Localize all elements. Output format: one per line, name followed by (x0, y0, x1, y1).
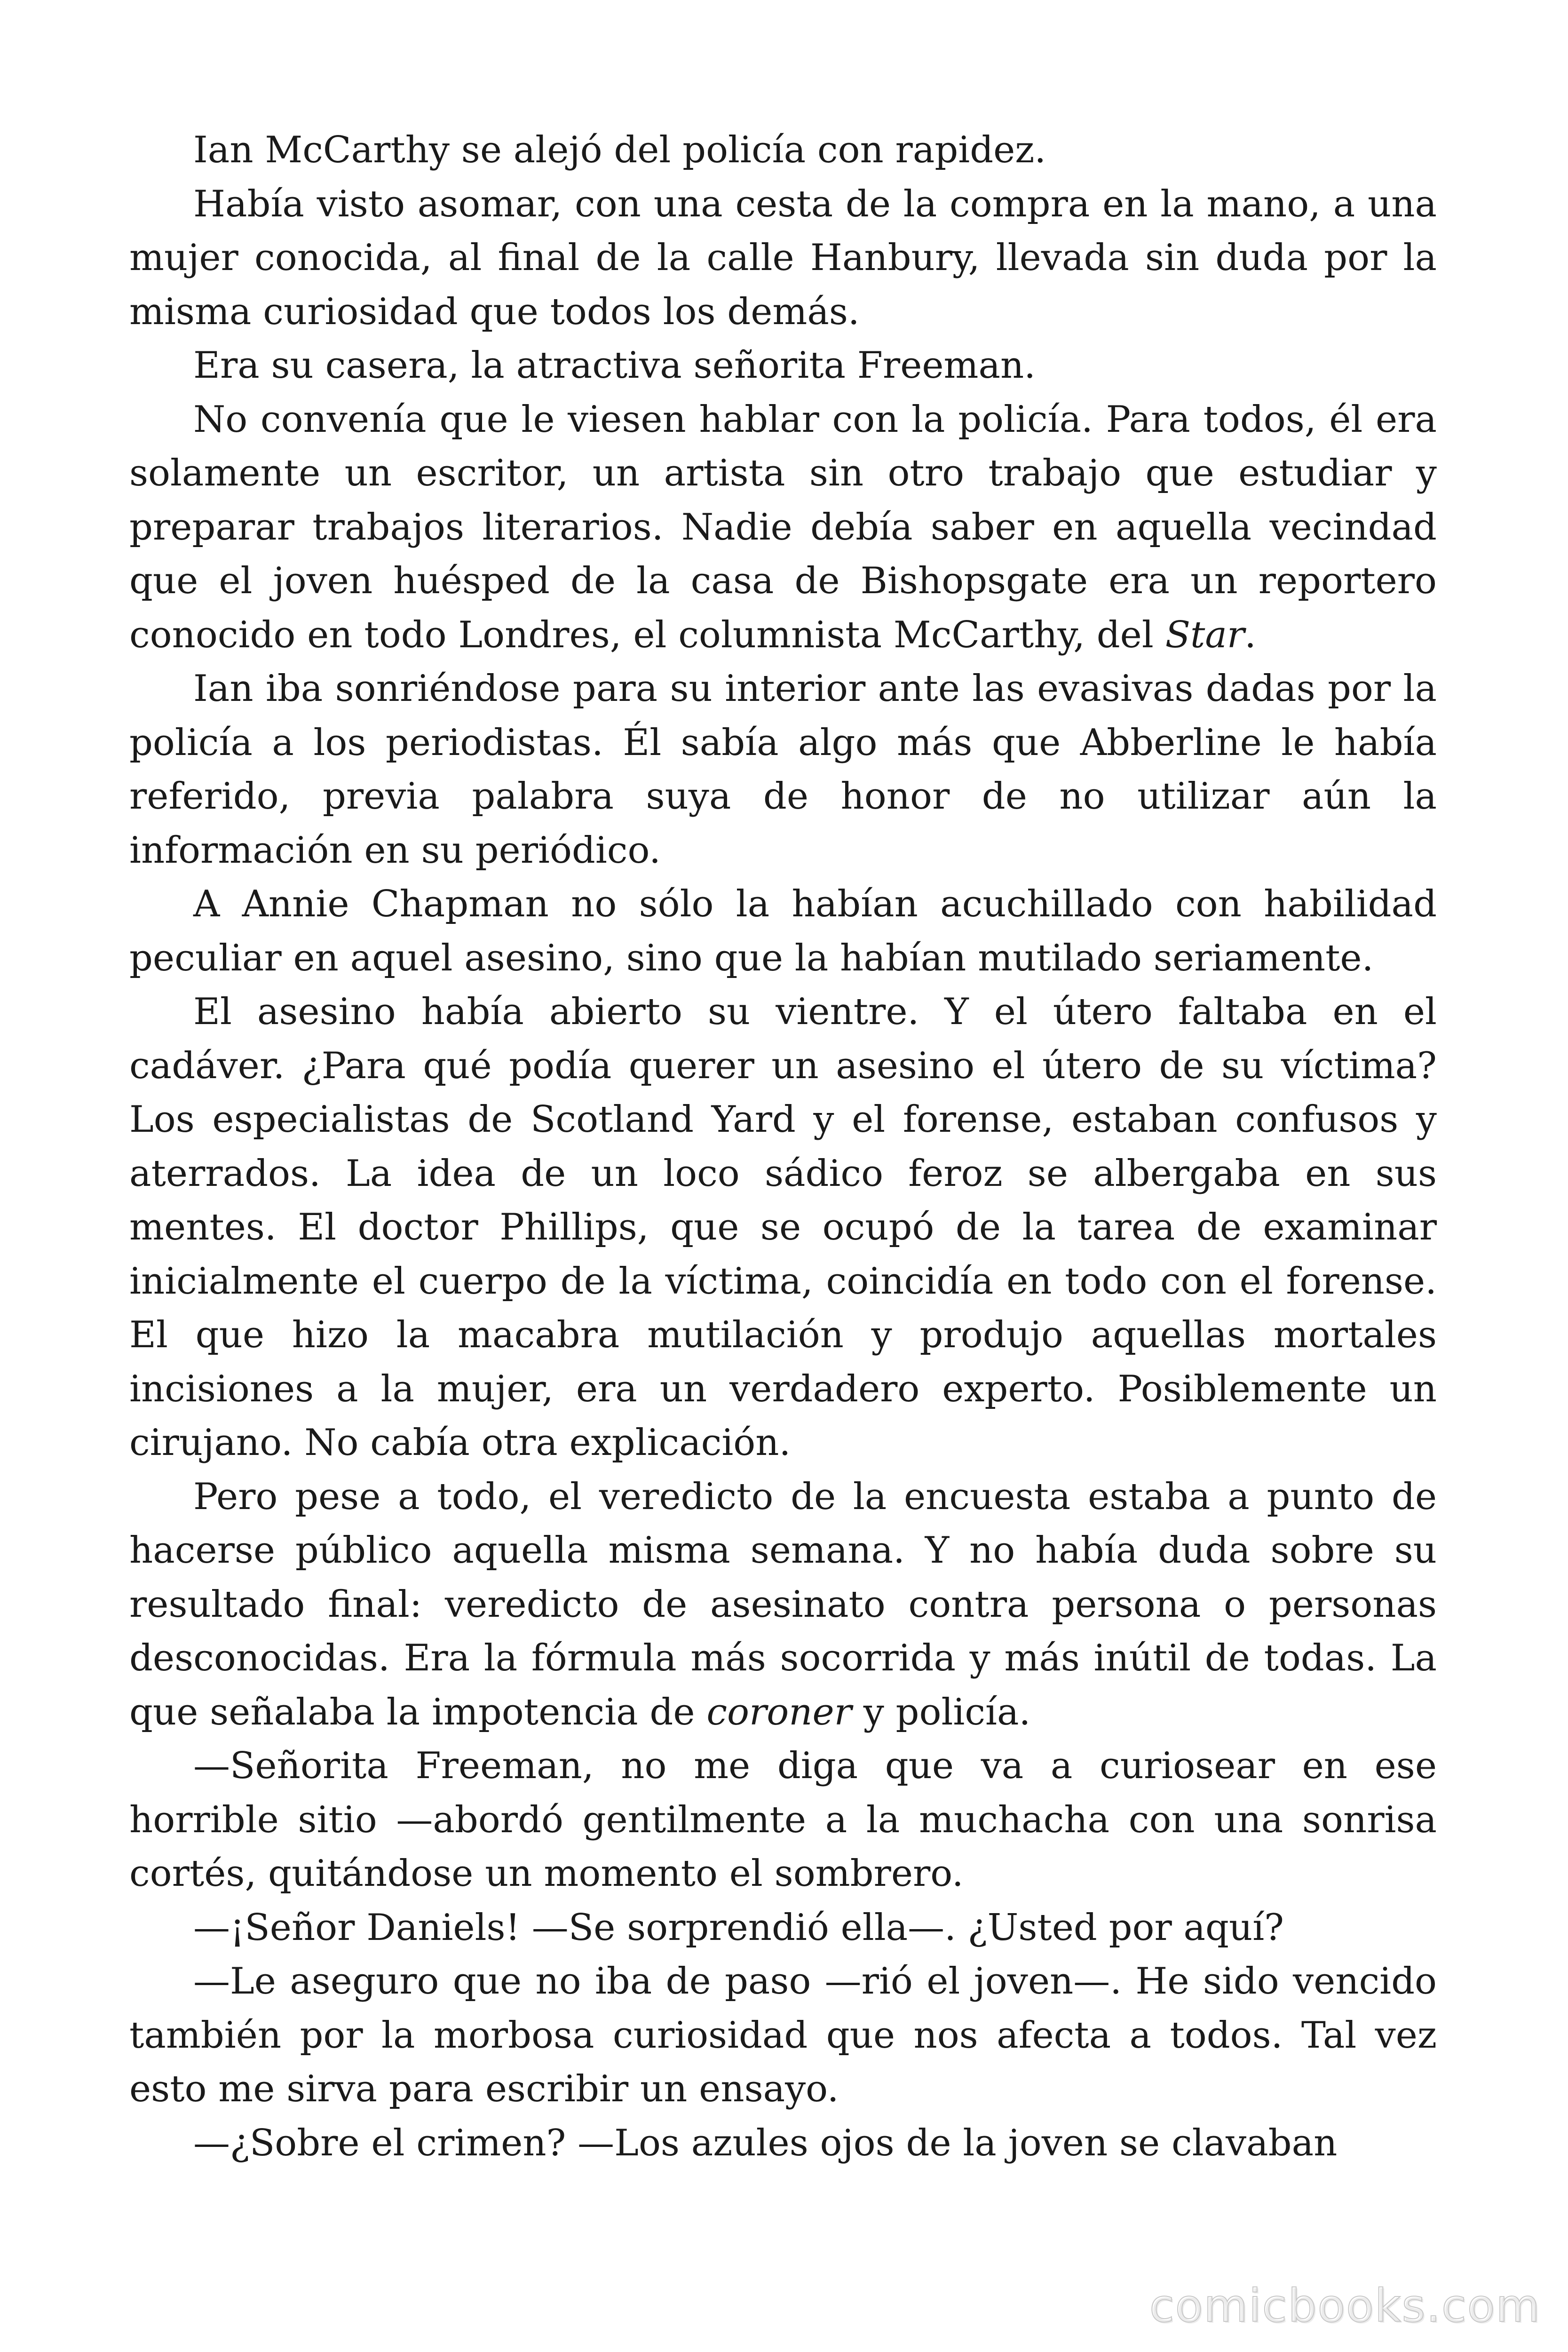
italic-term: coroner (706, 1691, 852, 1733)
newspaper-title: Star (1165, 613, 1245, 656)
paragraph: Había visto asomar, con una cesta de la compra en la mano, a una mujer conocida, al final de la calle Hanbury, llevada sin duda por la misma curiosidad que todos los demás. (129, 183, 1437, 333)
paragraph: Era su casera, la atractiva señorita Freeman. (193, 344, 1036, 387)
paragraph: Pero pese a todo, el veredicto de la encuesta estaba a punto de hacerse público aquella misma semana. Y no había duda sobre su resultado final: veredicto de asesinato contra persona o personas desconocidas. Era la fórmula más socorrida y más inútil de todas. La que señalaba la impotencia de coroner y policía. (129, 1475, 1437, 1733)
paragraph: Ian McCarthy se alejó del policía con rapidez. (193, 129, 1046, 171)
body-text (129, 123, 1437, 2170)
paragraph: —Señorita Freeman, no me diga que va a curiosear en ese horrible sitio —abordó gentilmente a la muchacha con una sonrisa cortés, quitándose un momento el sombrero. (129, 1745, 1437, 1895)
paragraph: El asesino había abierto su vientre. Y el útero faltaba en el cadáver. ¿Para qué podía querer un asesino el útero de su víctima? Los especialistas de Scotland Yard y el forense, estaban confusos y aterrados. La idea de un loco sádico feroz se albergaba en sus mentes. El doctor Phillips, que se ocupó de la tarea de examinar inicialmente el cuerpo de la víctima, coincidía en todo con el forense. El que hizo la macabra mutilación y produjo aquellas mortales incisiones a la mujer, era un verdadero experto. Posiblemente un cirujano. No cabía otra explicación. (129, 991, 1437, 1464)
paragraph: A Annie Chapman no sólo la habían acuchillado con habilidad peculiar en aquel asesino, sino que la habían mutilado seriamente. (129, 883, 1437, 979)
paragraph: —¡Señor Daniels! —Se sorprendió ella—. ¿Usted por aquí? (193, 1906, 1284, 1949)
paragraph: No convenía que le viesen hablar con la policía. Para todos, él era solamente un escritor, un artista sin otro trabajo que estudiar y preparar trabajos literarios. Nadie debía saber en aquella vecindad que el joven huésped de la casa de Bishopsgate era un reportero conocido en todo Londres, el columnista McCarthy, del Star. (129, 398, 1437, 656)
paragraph: Ian iba sonriéndose para su interior ante las evasivas dadas por la policía a los periodistas. Él sabía algo más que Abberline le había referido, previa palabra suya de honor de no utilizar aún la información en su periódico. (129, 667, 1437, 872)
watermark: comicbooks.com (1149, 2280, 1541, 2332)
paragraph: —Le aseguro que no iba de paso —rió el joven—. He sido vencido también por la morbosa curiosidad que nos afecta a todos. Tal vez esto me sirva para escribir un ensayo. (129, 1960, 1437, 2110)
paragraph: —¿Sobre el crimen? —Los azules ojos de la joven se clavaban (193, 2122, 1338, 2164)
